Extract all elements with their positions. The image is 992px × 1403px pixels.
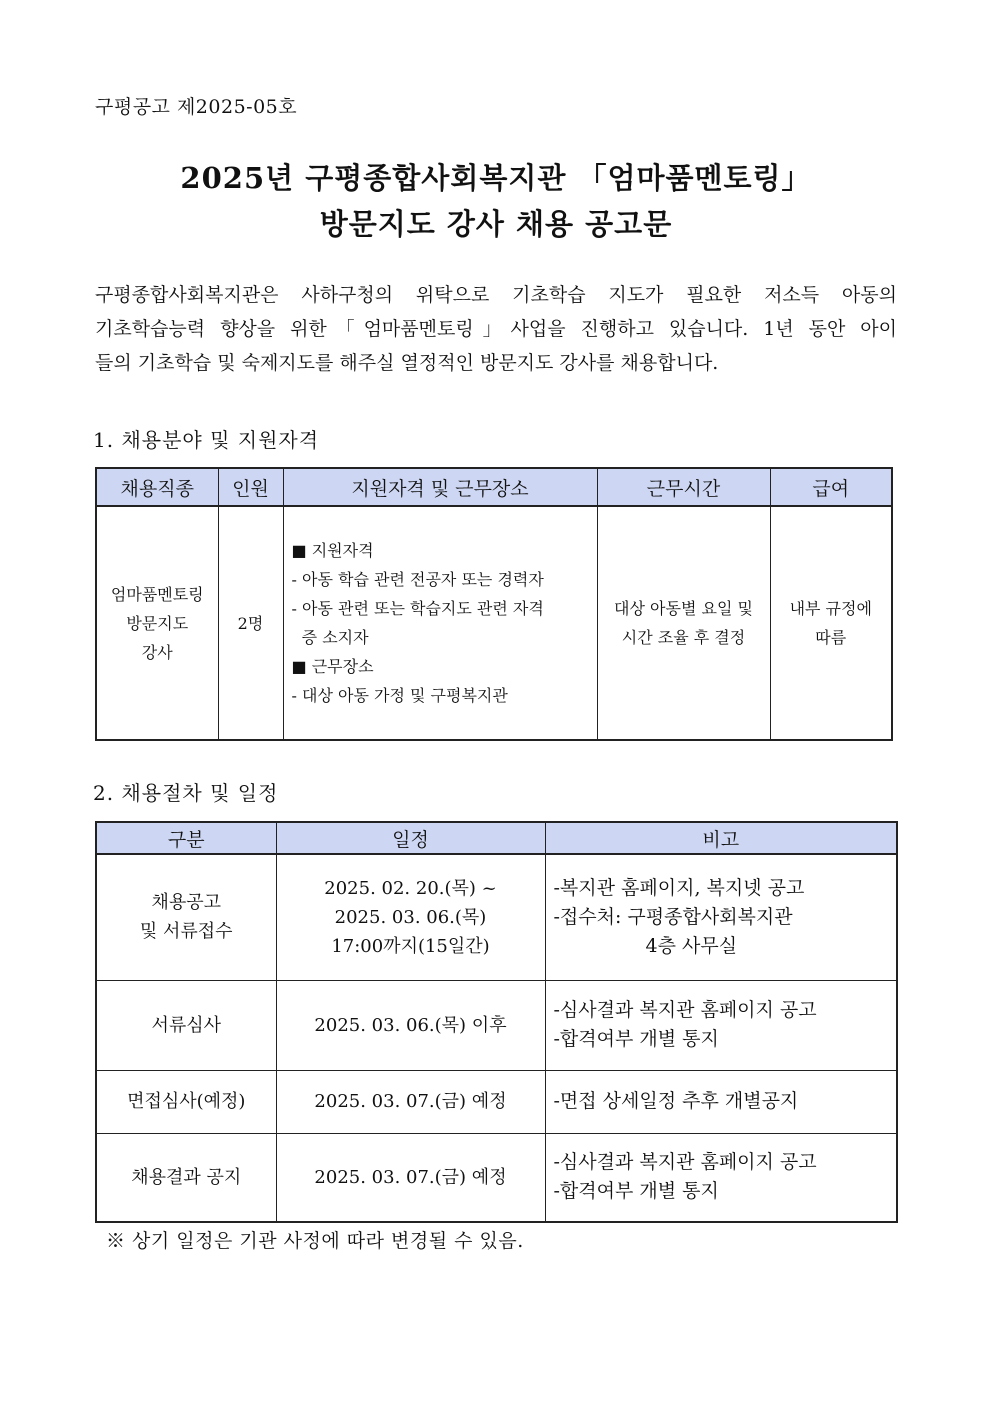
schedule-cell: 2025. 03. 06.(목) 이후 [276,980,545,1070]
job-type-cell: 엄마품멘토링 방문지도 강사 [96,506,218,740]
remarks-cell: -심사결과 복지관 홈페이지 공고 -합격여부 개별 통지 [545,980,897,1070]
remarks-cell: -심사결과 복지관 홈페이지 공고 -합격여부 개별 통지 [545,1133,897,1222]
remarks-cell: -복지관 홈페이지, 복지넷 공고 -접수처: 구평종합사회복지관 4층 사무실 [545,854,897,980]
section-2-heading: 2. 채용절차 및 일정 [93,781,279,805]
stage-cell: 채용공고 및 서류접수 [96,854,276,980]
section-1-heading: 1. 채용분야 및 지원자격 [93,428,320,452]
notice-number: 구평공고 제2025-05호 [95,96,298,118]
remarks-cell: -면접 상세일정 추후 개별공지 [545,1070,897,1133]
table-row [96,854,897,980]
header-qualification: 지원자격 및 근무장소 [283,468,597,506]
header-salary: 급여 [770,468,892,506]
stage-cell: 채용결과 공지 [96,1133,276,1222]
header-stage: 구분 [96,822,276,854]
qualification-cell: ■ 지원자격 - 아동 학습 관련 전공자 또는 경력자 - 아동 관련 또는 학습지도 관련 자격 증 소지자 ■ 근무장소 - 대상 아동 가정 및 구평복지관 [283,506,597,740]
salary-cell: 내부 규정에 따름 [770,506,892,740]
headcount-cell: 2명 [218,506,283,740]
table-row [96,980,897,1070]
header-schedule: 일정 [276,822,545,854]
stage-cell: 서류심사 [96,980,276,1070]
intro-line: 들의 기초학습 및 숙제지도를 해주실 열정적인 방문지도 강사를 채용합니다. [95,352,719,374]
stage-cell: 면접심사(예정) [96,1070,276,1133]
intro-line: 구평종합사회복지관은 사하구청의 위탁으로 기초학습 지도가 필요한 저소득 아동의 [95,284,897,306]
header-job-type: 채용직종 [96,468,218,506]
schedule-cell: 2025. 02. 20.(목) ~ 2025. 03. 06.(목) 17:00까지(15일간) [276,854,545,980]
intro-line: 기초학습능력 향상을 위한「엄마품멘토링」사업을 진행하고 있습니다. 1년 동안 아이 [95,318,897,340]
table-header-row [96,468,892,506]
footnote: ※ 상기 일정은 기관 사정에 따라 변경될 수 있음. [106,1230,524,1252]
schedule-table [95,821,898,1223]
schedule-cell: 2025. 03. 07.(금) 예정 [276,1133,545,1222]
recruitment-field-table [95,467,893,741]
table-header-row [96,822,897,854]
header-remarks: 비고 [545,822,897,854]
working-hours-cell: 대상 아동별 요일 및 시간 조율 후 결정 [597,506,770,740]
title-line-2: 방문지도 강사 채용 공고문 [319,207,673,241]
title-line-1: 2025년 구평종합사회복지관 「엄마품멘토링」 [180,161,812,195]
table-row [96,1133,897,1222]
intro-paragraph [95,278,897,380]
table-row [96,506,892,740]
header-headcount: 인원 [218,468,283,506]
header-working-hours: 근무시간 [597,468,770,506]
table-row [96,1070,897,1133]
schedule-cell: 2025. 03. 07.(금) 예정 [276,1070,545,1133]
